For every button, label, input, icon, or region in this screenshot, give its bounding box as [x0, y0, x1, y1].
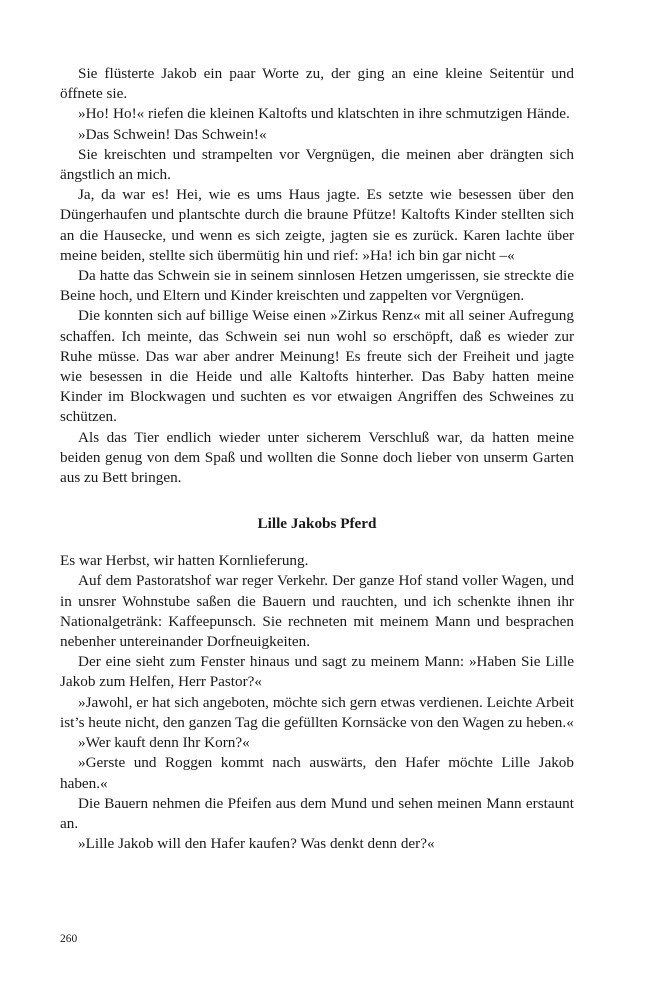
- page-number: 260: [60, 933, 78, 945]
- section-heading: Lille Jakobs Pferd: [257, 515, 377, 533]
- paragraph: »Das Schwein! Das Schwein!«: [78, 125, 267, 143]
- paragraph: »Ho! Ho!« riefen die kleinen Kaltofts und klatschten in ihre schmutzigen Hände.: [78, 105, 570, 123]
- paragraph: Auf dem Pastoratshof war reger Verkehr. Der ganze Hof stand voller Wagen, und in unsrer Wohnstube saßen die Bauern und rauchten, und ich schenkte ihnen ihr Nationalgetränk: Kaffeepunsch. Sie rechneten mit meinem Mann und besprachen nebenher untereinander Dorfneuigkeiten.: [60, 572, 574, 651]
- paragraph: Der eine sieht zum Fenster hinaus und sagt zu meinem Mann: »Haben Sie Lille Jakob zum Helfen, Herr Pastor?«: [60, 653, 574, 691]
- paragraph: Die Bauern nehmen die Pfeifen aus dem Mund und sehen meinen Mann erstaunt an.: [60, 794, 574, 832]
- paragraph: Es war Herbst, wir hatten Kornlieferung.: [60, 552, 309, 570]
- body-text: [60, 64, 574, 854]
- paragraph: »Gerste und Roggen kommt nach auswärts, den Hafer möchte Lille Jakob haben.«: [60, 754, 574, 792]
- paragraph: Als das Tier endlich wieder unter sicherem Verschluß war, da hatten meine beiden genug von dem Spaß und wollten die Sonne doch lieber von unserm Garten aus zu Bett bringen.: [60, 428, 574, 487]
- paragraph: Sie kreischten und strampelten vor Vergnügen, die meinen aber drängten sich ängstlich an mich.: [60, 145, 574, 184]
- paragraph: »Lille Jakob will den Hafer kaufen? Was denkt denn der?«: [78, 835, 435, 853]
- paragraph: Da hatte das Schwein sie in seinem sinnlosen Hetzen umgerissen, sie streckte die Beine hoch, und Eltern und Kinder kreischten und zappelten vor Vergnügen.: [60, 267, 574, 305]
- paragraph: »Wer kauft denn Ihr Korn?«: [78, 734, 250, 752]
- paragraph: »Jawohl, er hat sich angeboten, möchte sich gern etwas verdienen. Leichte Arbeit ist’s heute nicht, den ganzen Tag die gefüllten Kornsäcke von den Wagen zu heben.«: [60, 693, 574, 731]
- paragraph: Sie flüsterte Jakob ein paar Worte zu, der ging an eine kleine Seitentür und öffnete sie.: [60, 65, 574, 103]
- paragraph: Ja, da war es! Hei, wie es ums Haus jagte. Es setzte wie besessen über den Düngerhaufen und plantschte durch die braune Pfütze! Kaltofts Kinder stellten sich an die Hausecke, und wenn es sich zeigte, jagten sie es zurück. Karen lachte über meine beiden, stellte sich übermütig hin und rief: »Ha! ich bin gar nicht –«: [60, 186, 574, 264]
- paragraph: Die konnten sich auf billige Weise einen »Zirkus Renz« mit all seiner Aufregung schaffen. Ich meinte, das Schwein sei nun wohl so erschöpft, daß es wieder zur Ruhe müsse. Das war aber andrer Meinung! Es freute sich der Freiheit und jagte wie besessen in die Heide und alle Kaltofts hinterher. Das Baby hatten meine Kinder im Blockwagen und suchten es vor etwaigen Angriffen des Schweines zu schützen.: [60, 307, 574, 426]
